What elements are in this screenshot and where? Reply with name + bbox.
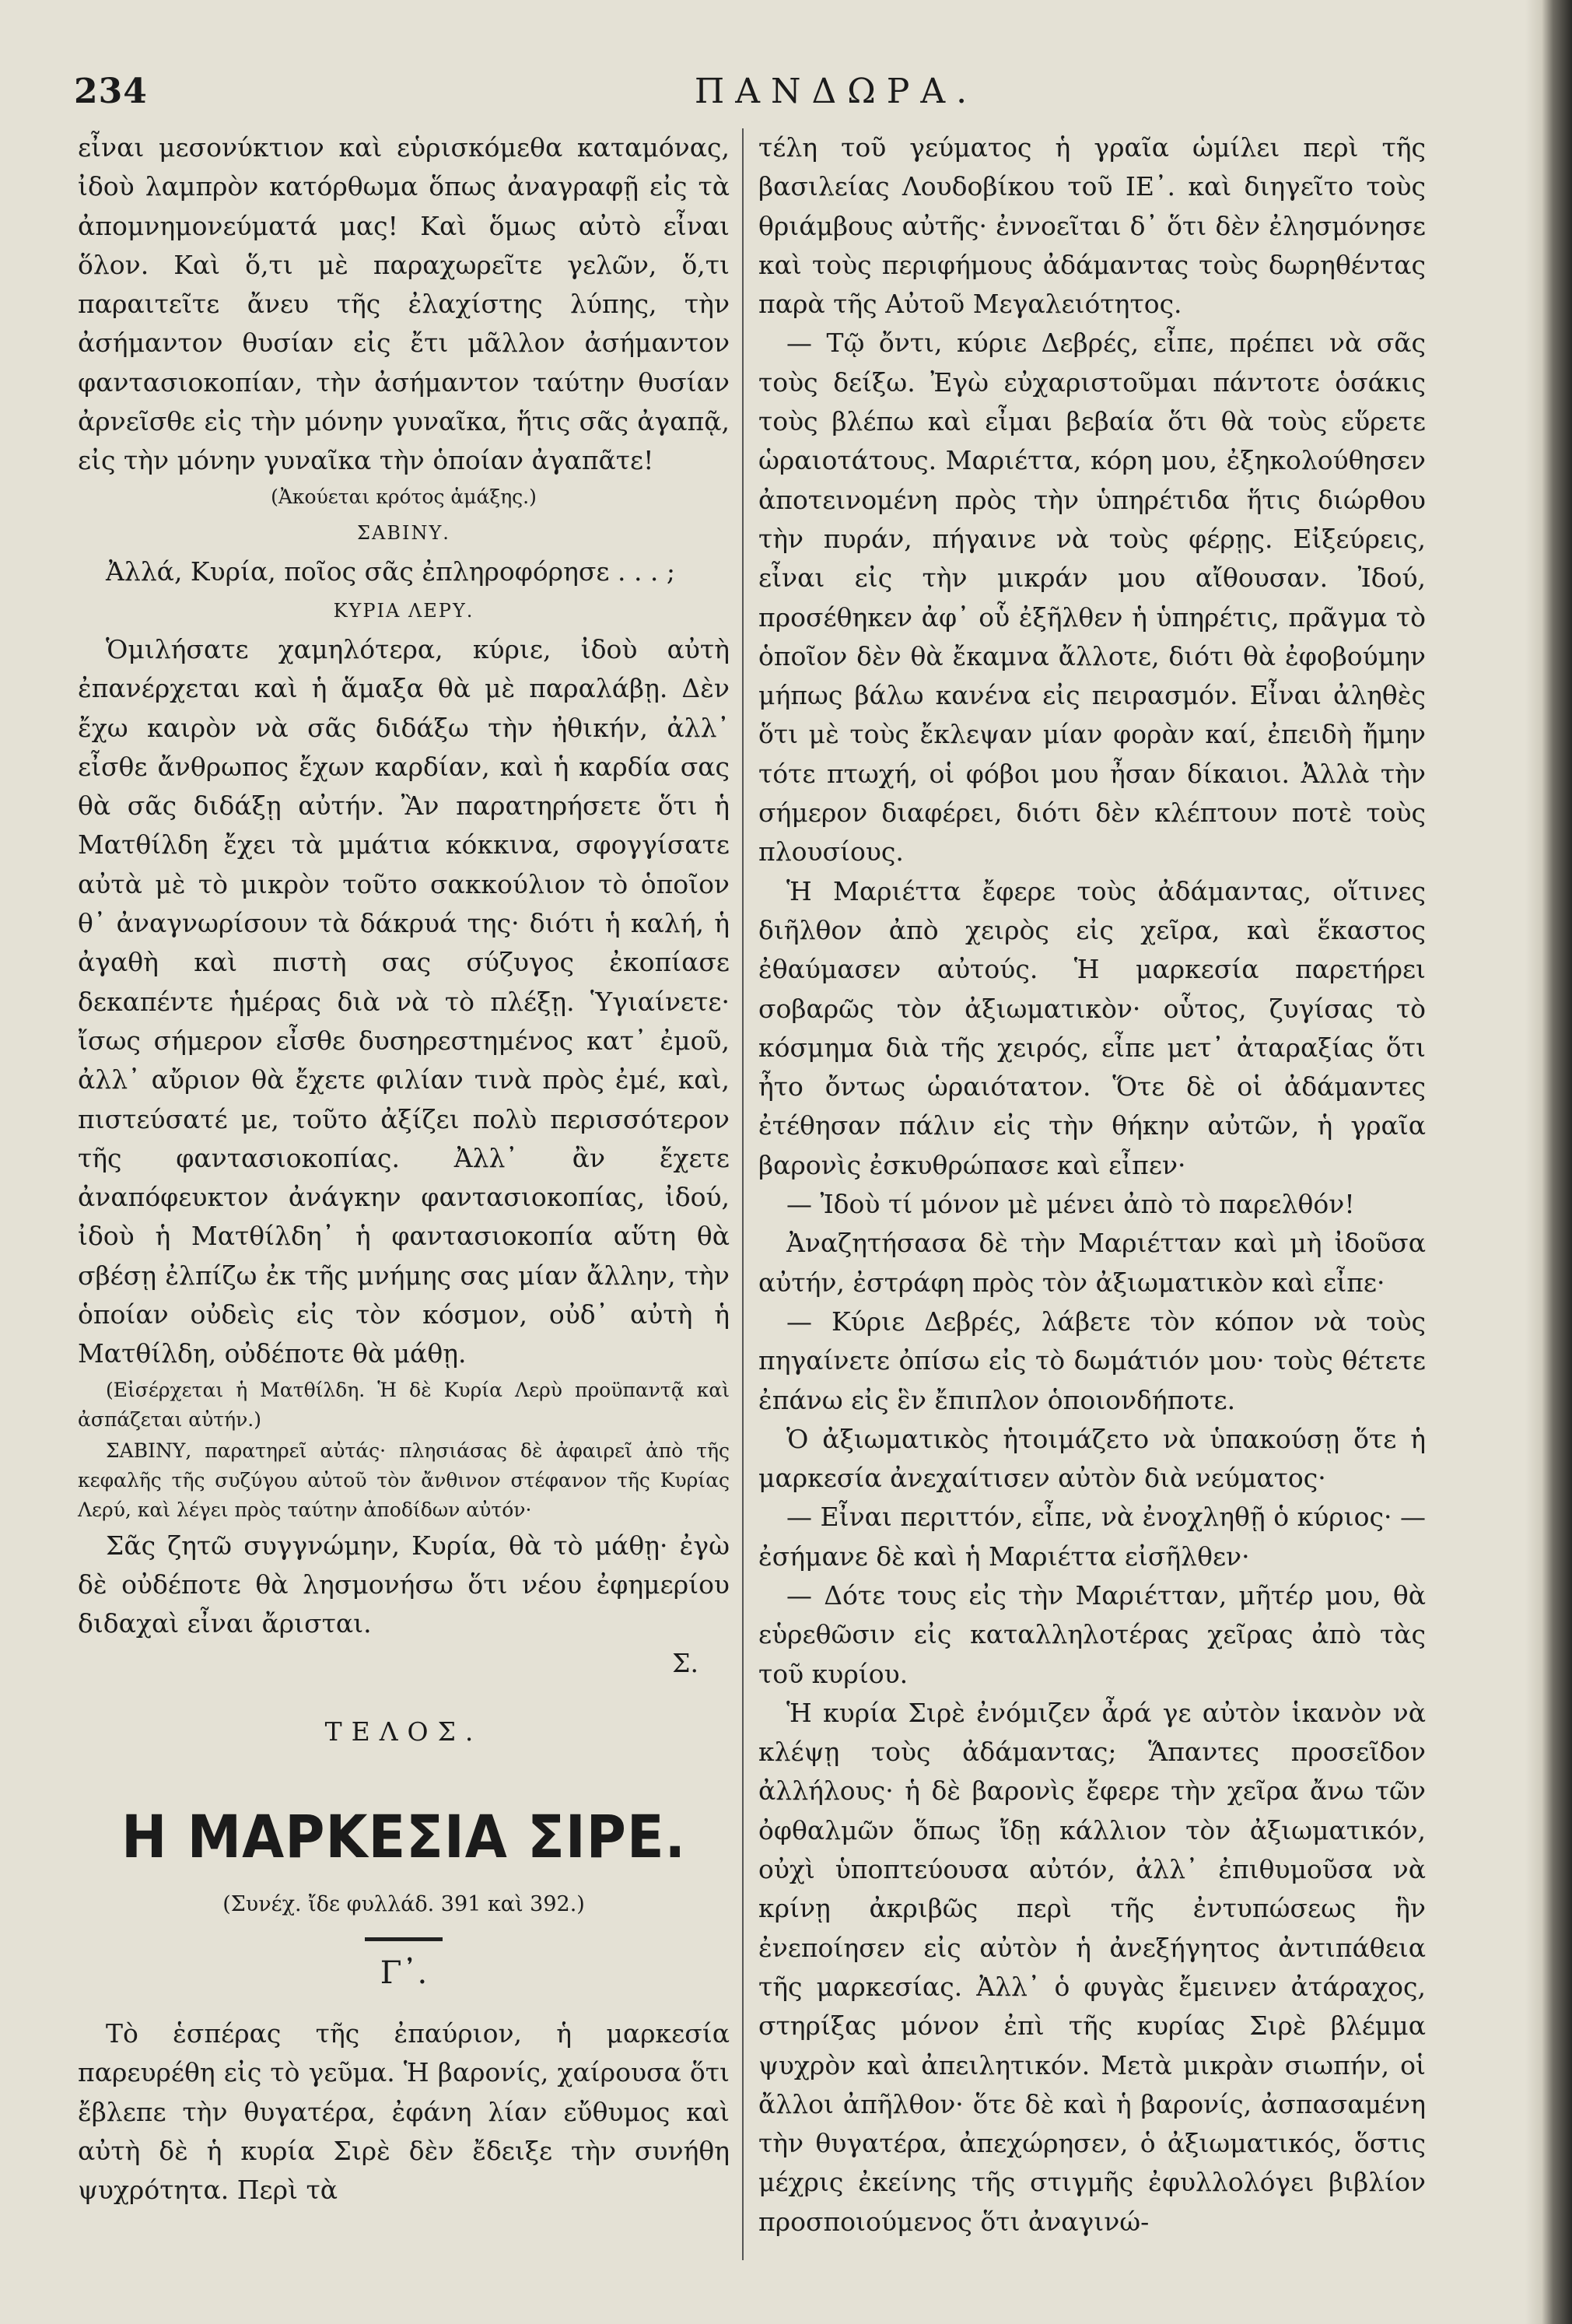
end-marker: ΤΕΛΟΣ. (324, 1716, 483, 1747)
stage-direction: ΣΑΒΙΝΥ, παρατηρεῖ αὐτάς· πλησιάσας δὲ ἀφαιρεῖ ἀπὸ τῆς κεφαλῆς τῆς συζύγου αὐτοῦ τὸν ἄνθινον στέφανον τῆς Κυρίας Λερύ, καὶ λέγει πρὸς ταύτην ἀποδίδων αὐτόν· (78, 1439, 730, 1521)
left-column (78, 128, 730, 2210)
page-edge-shadow (1525, 0, 1572, 2324)
stage-direction: (Εἰσέρχεται ἡ Ματθίλδη. Ἡ δὲ Κυρία Λερὺ προϋπαντᾷ καὶ ἀσπάζεται αὐτήν.) (78, 1378, 730, 1431)
column-divider (742, 128, 744, 2260)
paragraph: Ἡ Μαριέττα ἔφερε τοὺς ἀδάμαντας, οἵτινες διῆλθον ἀπὸ χειρὸς εἰς χεῖρα, καὶ ἕκαστος ἐθαύμασεν αὐτούς. Ἡ μαρκεσία παρετήρει σοβαρῶς τὸν ἀξιωματικὸν· οὗτος, ζυγίσας τὸ κόσμημα διὰ τῆς χειρός, εἶπε μετ᾽ ἀταραξίας ὅτι ἦτο ὄντως ὡραιότατον. Ὅτε δὲ οἱ ἀδάμαντες ἐτέθησαν πάλιν εἰς τὴν θήκην αὐτῶν, ἡ γραῖα βαρονὶς ἐσκυθρώπασε καὶ εἶπεν· (758, 875, 1426, 1180)
paragraph: Ἡ κυρία Σιρὲ ἐνόμιζεν ἆρά γε αὐτὸν ἱκανὸν νὰ κλέψῃ τοὺς ἀδάμαντας; Ἅπαντες προσεῖδον ἀλλήλους· ἡ δὲ βαρονὶς ἔφερε τὴν χεῖρα ἄνω τῶν ὀφθαλμῶν ὅπως ἴδῃ κάλλιον τὸν ἀξιωματικόν, οὐχὶ ὑποπτεύουσα αὐτόν, ἀλλ᾽ ἐπιθυμοῦσα νὰ κρίνῃ ἀκριβῶς περὶ τῆς ἐντυπώσεως ἣν ἐνεποίησεν εἰς αὐτὸν ἡ ἀνεξήγητος ἀντιπάθεια τῆς μαρκεσίας. Ἀλλ᾽ ὁ φυγὰς ἔμεινεν ἀτάραχος, στηρίξας μόνον ἐπὶ τῆς κυρίας Σιρὲ βλέμμα ψυχρὸν καὶ ἀπειλητικόν. Μετὰ μικρὰν σιωπήν, οἱ ἄλλοι ἀπῆλθον· ὅτε δὲ καὶ ἡ βαρονίς, ἀσπασαμένη τὴν θυγατέρα, ἀπεχώρησεν, ὁ ἀξιωματικός, ὅστις μέχρις ἐκείνης τῆς στιγμῆς ἐφυλλολόγει βιβλίον προσποιούμενος ὅτι ἀναγινώ- (758, 1697, 1426, 2237)
running-title: ΠΑΝΔΩΡΑ. (694, 72, 979, 111)
paragraph: Ἀλλά, Κυρία, ποῖος σᾶς ἐπληροφόρησε . . . ; (106, 556, 676, 587)
speaker-name: ΚΥΡΙΑ ΛΕΡΥ. (333, 599, 474, 622)
paragraph: Ὁ ἀξιωματικὸς ἡτοιμάζετο νὰ ὑπακούσῃ ὅτε ἡ μαρκεσία ἀνεχαίτισεν αὐτὸν διὰ νεύματος· (758, 1423, 1426, 1494)
paragraph: — Ἰδοὺ τί μόνον μὲ μένει ἀπὸ τὸ παρελθόν! (786, 1189, 1355, 1220)
paragraph: — Δότε τους εἰς τὴν Μαριέτταν, μῆτέρ μου, θὰ εὑρεθῶσιν εἰς καταλληλοτέρας χεῖρας ἀπὸ τὰς τοῦ κυρίου. (758, 1579, 1426, 1689)
divider-rule (365, 1937, 443, 1941)
continuation-note: (Συνέχ. ἴδε φυλλάδ. 391 καὶ 392.) (222, 1892, 585, 1917)
paragraph: Τὸ ἑσπέρας τῆς ἐπαύριον, ἡ μαρκεσία παρευρέθη εἰς τὸ γεῦμα. Ἡ βαρονίς, χαίρουσα ὅτι ἔβλεπε τὴν θυγατέρα, ἐφάνη λίαν εὔθυμος καὶ αὐτὴ δὲ ἡ κυρία Σιρὲ δὲν ἔδειξε τὴν συνήθη ψυχρότητα. Περὶ τὰ (78, 2018, 730, 2206)
author-signature: Σ. (672, 1647, 698, 1678)
page-number: 234 (74, 72, 148, 111)
paragraph: Σᾶς ζητῶ συγγνώμην, Κυρία, θὰ τὸ μάθῃ· ἐγὼ δὲ οὐδέποτε θὰ λησμονήσω ὅτι νέου ἐφημερίου διδαχαὶ εἶναι ἄρισται. (78, 1530, 730, 1639)
paragraph: — Τῷ ὄντι, κύριε Δεβρές, εἶπε, πρέπει νὰ σᾶς τοὺς δείξω. Ἐγὼ εὐχαριστοῦμαι πάντοτε ὁσάκις τοὺς βλέπω καὶ εἶμαι βεβαία ὅτι θὰ τοὺς εὕρετε ὡραιοτάτους. Μαριέττα, κόρη μου, ἐξηκολούθησεν ἀποτεινομένη πρὸς τὴν ὑπηρέτιδα ἥτις διώρθου τὴν πυράν, πήγαινε νὰ τοὺς φέρῃς. Εἰξεύρεις, εἶναι εἰς τὴν μικράν μου αἴθουσαν. Ἰδού, προσέθηκεν ἀφ᾽ οὗ ἐξῆλθεν ἡ ὑπηρέτις, πρᾶγμα τὸ ὁποῖον δὲν θὰ ἔκαμνα ἄλλοτε, διότι θὰ ἐφοβούμην μήπως βάλω κανένα εἰς πειρασμόν. Εἶναι ἀληθὲς ὅτι μὲ τοὺς ἔκλεψαν μίαν φορὰν καί, ἐπειδὴ ἤμην τότε πτωχή, οἱ φόβοι μου ἦσαν δίκαιοι. Ἀλλὰ τὴν σήμερον διαφέρει, διότι δὲν κλέπτουν ποτὲ τοὺς πλουσίους. (758, 328, 1426, 868)
page-header (74, 72, 1497, 126)
stage-direction: (Ἀκούεται κρότος ἁμάξης.) (271, 485, 537, 508)
speaker-name: ΣΑΒΙΝΥ. (357, 521, 450, 544)
paragraph: Ὁμιλήσατε χαμηλότερα, κύριε, ἰδοὺ αὐτὴ ἐπανέρχεται καὶ ἡ ἅμαξα θὰ μὲ παραλάβῃ. Δὲν ἔχω καιρὸν νὰ σᾶς διδάξω τὴν ἠθικήν, ἀλλ᾽ εἶσθε ἄνθρωπος ἔχων καρδίαν, καὶ ἡ καρδία σας θὰ σᾶς διδάξῃ αὐτήν. Ἂν παρατηρήσετε ὅτι ἡ Ματθίλδη ἔχει τὰ μμάτια κόκκινα, σφογγίσατε αὐτὰ μὲ τὸ μικρὸν τοῦτο σακκούλιον τὸ ὁποῖον θ᾽ ἀναγνωρίσουν τὰ δάκρυά της· διότι ἡ καλή, ἡ ἀγαθὴ καὶ πιστὴ σας σύζυγος ἐκοπίασε δεκαπέντε ἡμέρας διὰ νὰ τὸ πλέξῃ. Ὑγιαίνετε· ἴσως σήμερον εἶσθε δυσηρεστημένος κατ᾽ ἐμοῦ, ἀλλ᾽ αὔριον θὰ ἔχετε φιλίαν τινὰ πρὸς ἐμέ, καὶ, πιστεύσατέ με, τοῦτο ἀξίζει πολὺ περισσότερον τῆς φαντασιοκοπίας. Ἀλλ᾽ ἂν ἔχετε ἀναπόφευκτον ἀνάγκην φαντασιοκοπίας, ἰδού, ἰδοὺ ἡ Ματθίλδη᾽ ἡ φαντασιοκοπία αὕτη θὰ σβέσῃ ἐλπίζω ἐκ τῆς μνήμης σας μίαν ἄλλην, τὴν ὁποίαν οὐδεὶς εἰς τὸν κόσμον, οὐδ᾽ αὐτὴ ἡ Ματθίλδη, οὐδέποτε θὰ μάθῃ. (78, 633, 730, 1369)
paragraph: — Εἶναι περιττόν, εἶπε, νὰ ἐνοχληθῇ ὁ κύριος· — ἐσήμανε δὲ καὶ ἡ Μαριέττα εἰσῆλθεν· (758, 1502, 1426, 1572)
paragraph: τέλη τοῦ γεύματος ἡ γραῖα ὡμίλει περὶ τῆς βασιλείας Λουδοβίκου τοῦ ΙΕ᾽. καὶ διηγεῖτο τοὺς θριάμβους αὐτῆς· ἐννοεῖται δ᾽ ὅτι δὲν ἐλησμόνησε καὶ τοὺς περιφήμους ἀδάμαντας τοὺς δωρηθέντας παρὰ τῆς Αὐτοῦ Μεγαλειότητος. (758, 132, 1426, 320)
paragraph: Ἀναζητήσασα δὲ τὴν Μαριέτταν καὶ μὴ ἰδοῦσα αὐτήν, ἐστράφη πρὸς τὸν ἀξιωματικὸν καὶ εἶπε· (758, 1228, 1426, 1298)
section-title: Η ΜΑΡΚΕΣΙΑ ΣΙΡΕ. (121, 1802, 687, 1872)
paragraph: — Κύριε Δεβρές, λάβετε τὸν κόπον νὰ τοὺς πηγαίνετε ὀπίσω εἰς τὸ δωμάτιόν μου· τοὺς θέτετε ἐπάνω εἰς ἓν ἔπιπλον ὁποιονδήποτε. (758, 1306, 1426, 1415)
paragraph: εἶναι μεσονύκτιον καὶ εὑρισκόμεθα καταμόνας, ἰδοὺ λαμπρὸν κατόρθωμα ὅπως ἀναγραφῇ εἰς τὰ ἀπομνημονεύματά μας! Καὶ ὅμως αὐτὸ εἶναι ὅλον. Καὶ ὅ,τι μὲ παραχωρεῖτε γελῶν, ὅ,τι παραιτεῖτε ἄνευ τῆς ἐλαχίστης λύπης, τὴν ἀσήμαντον θυσίαν εἰς ἔτι μᾶλλον ἀσήμαντον φαντασιοκοπίαν, τὴν ἀσήμαντον ταύτην θυσίαν ἀρνεῖσθε εἰς τὴν μόνην γυναῖκα, ἥτις σᾶς ἀγαπᾷ, εἰς τὴν μόνην γυναῖκα τὴν ὁποίαν ἀγαπᾶτε! (78, 132, 730, 476)
chapter-heading: Γ᾽. (380, 1955, 428, 1992)
right-column (758, 128, 1426, 2242)
